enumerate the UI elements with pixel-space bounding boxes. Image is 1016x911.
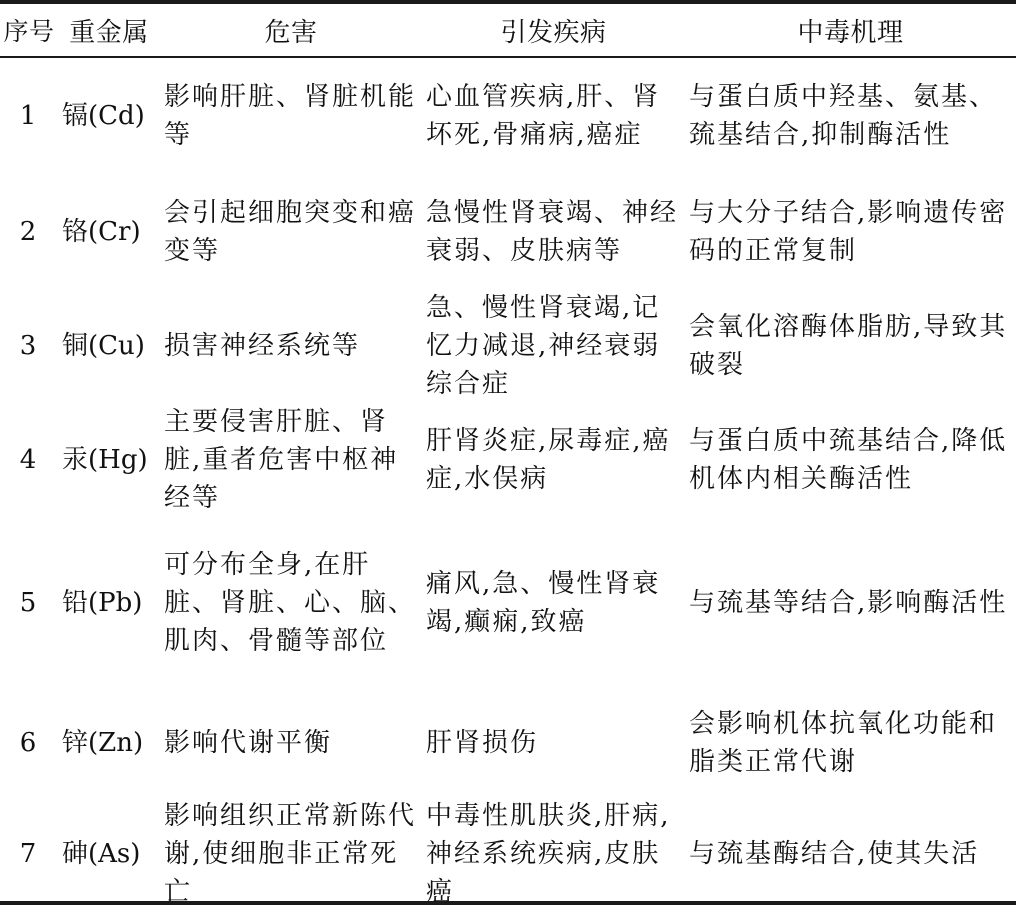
- table-row: [0, 289, 1016, 403]
- table-row: [0, 517, 1016, 689]
- harm-cell: 影响代谢平衡: [164, 728, 333, 758]
- disease-cell: 痛风,急、慢性肾衰竭,癫痫,致癌: [426, 569, 661, 637]
- mechanism-cell: 与巯基等结合,影响酶活性: [689, 588, 1008, 618]
- mechanism-cell: 会影响机体抗氧化功能和脂类正常代谢: [689, 709, 998, 777]
- row-index: 7: [19, 839, 39, 869]
- mechanism-cell: 与蛋白质中羟基、氨基、巯基结合,抑制酶活性: [689, 81, 998, 150]
- row-index: 5: [19, 588, 39, 618]
- header-metal: 重金属: [69, 17, 149, 48]
- metal-name: 砷(As): [62, 839, 141, 869]
- table-row: [0, 56, 1016, 175]
- harm-cell: 会引起细胞突变和癌变等: [164, 198, 417, 266]
- header-mechanism: 中毒机理: [797, 17, 904, 48]
- mechanism-cell: 会氧化溶酶体脂肪,导致其破裂: [689, 312, 1008, 380]
- harm-cell: 影响肝脏、肾脏机能等: [164, 81, 417, 150]
- metal-name: 锌(Zn): [62, 728, 144, 758]
- header-index: 序号: [3, 17, 55, 46]
- mechanism-cell: 与蛋白质中巯基结合,降低机体内相关酶活性: [689, 426, 1008, 494]
- harm-cell: 主要侵害肝脏、肾脏,重者危害中枢神经等: [164, 407, 399, 513]
- metal-name: 铅(Pb): [62, 588, 143, 618]
- table-row: [0, 689, 1016, 797]
- row-index: 6: [19, 728, 39, 758]
- row-index: 1: [19, 100, 39, 131]
- metal-name: 铜(Cu): [62, 331, 145, 361]
- disease-cell: 心血管疾病,肝、肾坏死,骨痛病,癌症: [426, 81, 661, 150]
- table-row: [0, 403, 1016, 517]
- mechanism-cell: 与大分子结合,影响遗传密码的正常复制: [689, 198, 1008, 266]
- disease-cell: 急、慢性肾衰竭,记忆力减退,神经衰弱综合症: [426, 293, 661, 399]
- metal-name: 汞(Hg): [62, 445, 148, 475]
- header-disease: 引发疾病: [500, 17, 607, 48]
- metal-name: 铬(Cr): [62, 217, 141, 247]
- disease-cell: 中毒性肌肤炎,肝病,神经系统疾病,皮肤癌: [426, 801, 671, 907]
- harm-cell: 损害神经系统等: [164, 331, 361, 361]
- disease-cell: 肝肾炎症,尿毒症,癌症,水俣病: [426, 426, 671, 494]
- metal-name: 镉(Cd): [62, 100, 145, 131]
- row-index: 2: [19, 217, 39, 247]
- row-index: 3: [19, 331, 39, 361]
- table-row: [0, 797, 1016, 911]
- header-row: [0, 4, 1016, 56]
- heavy-metal-table: [0, 4, 1016, 911]
- header-harm: 危害: [264, 17, 318, 48]
- harm-cell: 可分布全身,在肝脏、肾脏、心、脑、肌肉、骨髓等部位: [164, 550, 417, 656]
- table-row: [0, 175, 1016, 289]
- mechanism-cell: 与巯基酶结合,使其失活: [689, 839, 980, 869]
- disease-cell: 肝肾损伤: [426, 728, 539, 758]
- harm-cell: 影响组织正常新陈代谢,使细胞非正常死亡: [164, 801, 417, 907]
- disease-cell: 急慢性肾衰竭、神经衰弱、皮肤病等: [426, 198, 679, 266]
- row-index: 4: [19, 445, 39, 475]
